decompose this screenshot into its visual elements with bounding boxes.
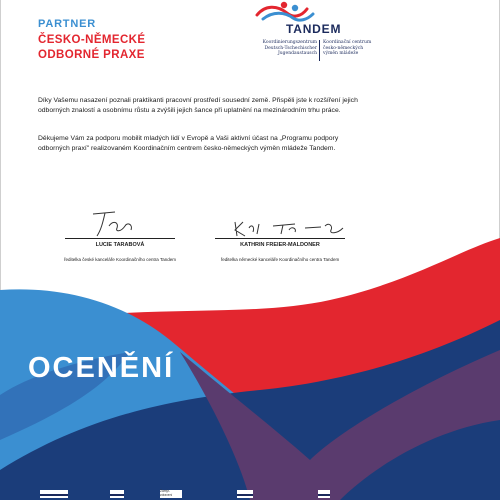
body-paragraph-2: Děkujeme Vám za podporu mobilit mladých lidí v Evropě a Vaši aktivní účast na „Programu podpory odborných praxí" realizovaném Koordinačním centrem česko-německých výměn mládeže Tandem. <box>38 135 339 152</box>
logo-german-text: Koordinierungszentrum Deutsch-Tschechischer Jugendaustausch <box>262 40 317 56</box>
signatory-name-1: LUCIE TARABOVÁ <box>95 242 145 248</box>
tandem-logo-text: TANDEM <box>286 22 342 36</box>
footer-logo-4 <box>237 490 253 498</box>
signatory-role-1: ředitelka české kanceláře Koordinačního centra Tandem <box>64 257 176 262</box>
award-title: OCENĚNÍ <box>28 352 175 384</box>
footer-logo-3: Zamýr-zdravení <box>160 490 182 498</box>
title-line-2: ODBORNÉ PRAXE <box>38 49 145 61</box>
footer-logo-5 <box>318 490 330 498</box>
signatory-name-2: KATHRIN FREIER-MALDONER <box>240 242 320 248</box>
title-line-1: ČESKO-NĚMECKÉ <box>38 34 146 46</box>
body-paragraph-1: Díky Vašemu nasazení poznali praktikanti pracovní prostředí sousední země. Přispěli jste k rozšíření jejich odborných znalostí a osobnímu růstu a zvýšili jejich šance při uplatnění na mezinárodním trhu práce. <box>38 97 358 114</box>
signatory-role-2: ředitelka německé kanceláře Koordinačního centra Tandem <box>220 257 340 262</box>
partner-label: PARTNER <box>38 18 96 30</box>
logo-czech-text: Koordinační centrum česko-německých výměn mládeže <box>323 40 372 56</box>
footer-logo-2 <box>110 490 124 498</box>
footer-logo-1 <box>40 490 68 498</box>
